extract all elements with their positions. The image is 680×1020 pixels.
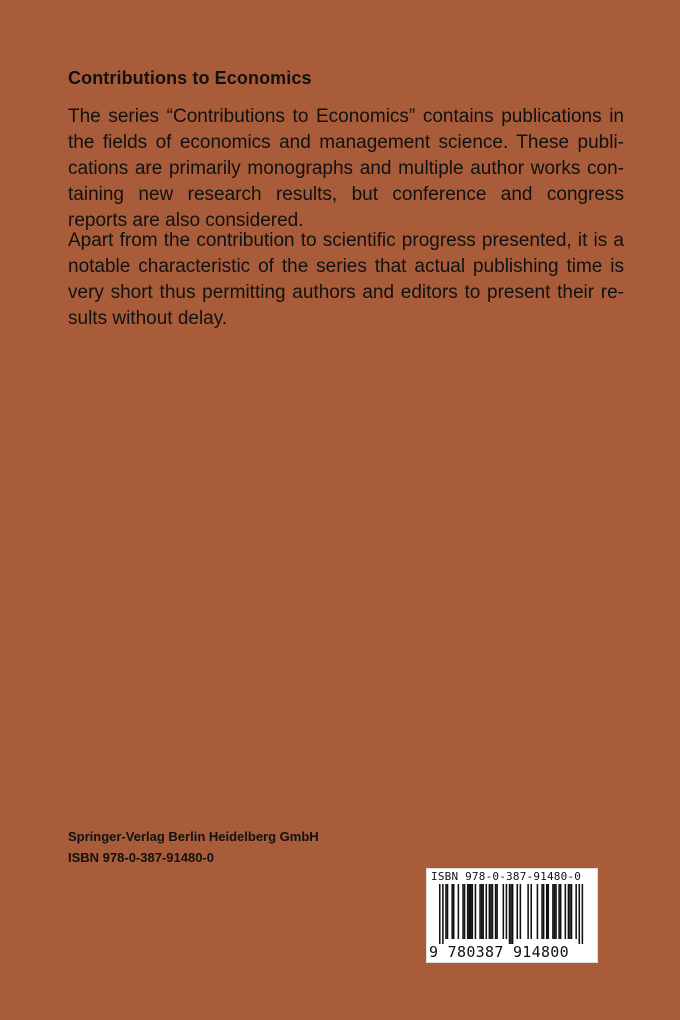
barcode-bar — [571, 884, 573, 939]
barcode-bar — [442, 884, 444, 944]
barcode-bar — [506, 884, 508, 939]
barcode-bar — [555, 884, 557, 939]
barcode-bar — [530, 884, 532, 939]
barcode-bar — [560, 884, 562, 939]
barcode-bar — [451, 884, 453, 939]
barcode-bar — [517, 884, 519, 939]
barcode-bar — [509, 884, 511, 944]
barcode-bar — [495, 884, 497, 939]
barcode-bar — [537, 884, 539, 939]
barcode-bar — [510, 884, 512, 944]
barcode-bar — [527, 884, 529, 939]
barcode-bar — [496, 884, 498, 939]
barcode-bars — [437, 884, 589, 944]
barcode-bar — [458, 884, 460, 939]
barcode-bar — [464, 884, 466, 939]
barcode-bar — [481, 884, 483, 939]
barcode-bar — [546, 884, 548, 939]
barcode-bar — [541, 884, 543, 939]
barcode-bar — [447, 884, 449, 939]
barcode-bar — [554, 884, 556, 939]
barcode-bar — [575, 884, 577, 939]
barcode-bar — [472, 884, 474, 939]
barcode-bar — [486, 884, 488, 939]
series-description-paragraph: The series “Contributions to Economics” contains publications in the fields of economics and management science. These publications are primarily monographs and multiple author works containing new research results, but conference and congress reports are also considered. — [68, 106, 624, 231]
barcode-isbn-text: ISBN 978-0-387-91480-0 — [431, 870, 582, 883]
barcode-bar — [568, 884, 570, 939]
barcode-bar — [552, 884, 554, 939]
barcode-bar — [579, 884, 581, 944]
barcode-bar — [439, 884, 441, 944]
barcode-bar — [489, 884, 491, 939]
barcode-bar — [467, 884, 469, 939]
barcode-bar — [490, 884, 492, 939]
barcode-bar — [565, 884, 567, 939]
isbn-text: ISBN 978-0-387-91480-0 — [68, 850, 214, 865]
series-title: Contributions to Economics — [68, 68, 312, 88]
barcode-bar — [569, 884, 571, 939]
barcode-bar — [445, 884, 447, 939]
barcode-bar — [462, 884, 464, 939]
barcode-bar — [453, 884, 455, 939]
barcode-bar — [520, 884, 522, 939]
barcode-bar — [512, 884, 514, 944]
barcode-bar — [482, 884, 484, 939]
barcode-bar — [503, 884, 505, 939]
publishing-time-paragraph: Apart from the contribution to scientific progress presented, it is a notable characteristic of the series that actual publishing time is very short thus permitting authors and editors to present their results without delay. — [68, 230, 624, 329]
barcode-bar — [543, 884, 545, 939]
barcode-label — [426, 868, 598, 963]
barcode-bar — [479, 884, 481, 939]
barcode-bar — [475, 884, 477, 939]
barcode-bar — [582, 884, 584, 944]
barcode-bar — [470, 884, 472, 939]
barcode-digits: 9 780387 914800 — [429, 943, 569, 961]
barcode-bar — [558, 884, 560, 939]
barcode-bar — [492, 884, 494, 939]
barcode-bar — [548, 884, 550, 939]
publisher-name: Springer-Verlag Berlin Heidelberg GmbH — [68, 829, 319, 844]
barcode-bar — [468, 884, 470, 939]
